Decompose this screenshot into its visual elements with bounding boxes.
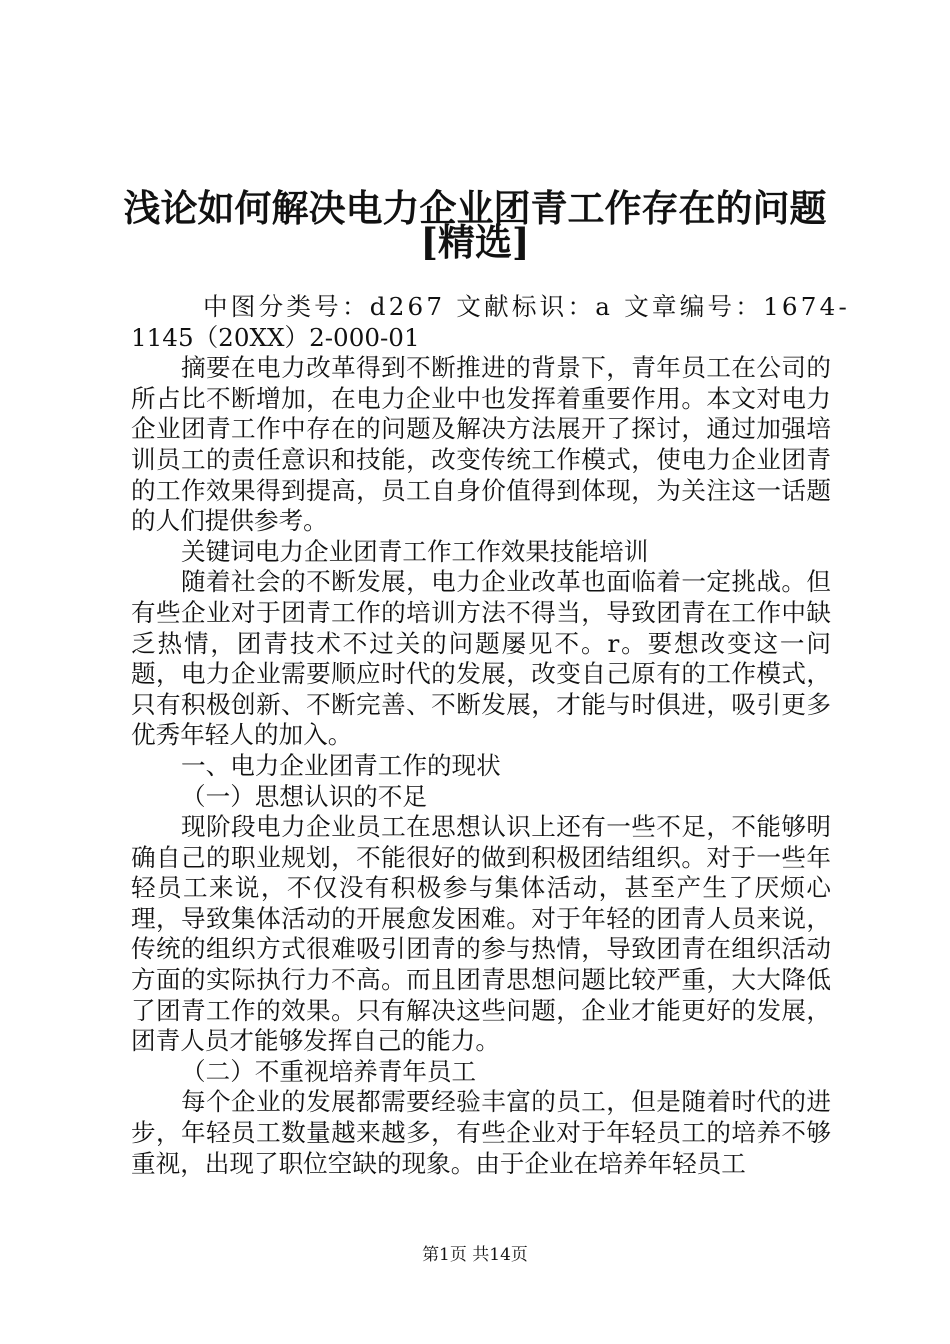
document-title-line2: [精选]	[420, 220, 530, 264]
document-title-line1: 浅论如何解决电力企业团青工作存在的问题	[123, 186, 827, 230]
classification-line1: 中图分类号：d267 文献标识：a 文章编号：1674-	[203, 292, 850, 321]
document-body	[131, 292, 850, 1179]
abstract-paragraph: 摘要在电力改革得到不断推进的背景下，青年员工在公司的所占比不断增加，在电力企业中也发挥着重要作用。本文对电力企业团青工作中存在的问题及解决方法展开了探讨，通过加强培训员工的责任意识和技能，改变传统工作模式，使电力企业团青的工作效果得到提高，员工自身价值得到体现，为关注这一话题的人们提供参考。	[131, 353, 831, 536]
body-paragraph: 现阶段电力企业员工在思想认识上还有一些不足，不能够明确自己的职业规划，不能很好的做到积极团结组织。对于一些年轻员工来说，不仅没有积极参与集体活动，甚至产生了厌烦心理，导致集体活动的开展愈发困难。对于年轻的团青人员来说，传统的组织方式很难吸引团青的参与热情，导致团青在组织活动方面的实际执行力不高。而且团青思想问题比较严重，大大降低了团青工作的效果。只有解决这些问题，企业才能更好的发展，团青人员才能够发挥自己的能力。	[131, 812, 831, 1056]
intro-paragraph: 随着社会的不断发展，电力企业改革也面临着一定挑战。但有些企业对于团青工作的培训方法不得当，导致团青在工作中缺乏热情，团青技术不过关的问题屡见不。r。要想改变这一问题，电力企业需要顺应时代的发展，改变自己原有的工作模式，只有积极创新、不断完善、不断发展，才能与时俱进，吸引更多优秀年轻人的加入。	[131, 567, 831, 750]
page-footer: 第1页 共14页	[422, 1245, 528, 1265]
classification-line2: 1145（20XX）2-000-01	[131, 322, 420, 352]
section-heading: 一、电力企业团青工作的现状	[181, 750, 501, 780]
subsection-heading: （二）不重视培养青年员工	[181, 1056, 477, 1086]
subsection-heading: （一）思想认识的不足	[181, 781, 427, 811]
body-paragraph: 每个企业的发展都需要经验丰富的员工，但是随着时代的进步，年轻员工数量越来越多，有些企业对于年轻员工的培养不够重视，出现了职位空缺的现象。由于企业在培养年轻员工	[131, 1087, 831, 1178]
keywords-paragraph: 关键词电力企业团青工作工作效果技能培训	[181, 536, 649, 566]
